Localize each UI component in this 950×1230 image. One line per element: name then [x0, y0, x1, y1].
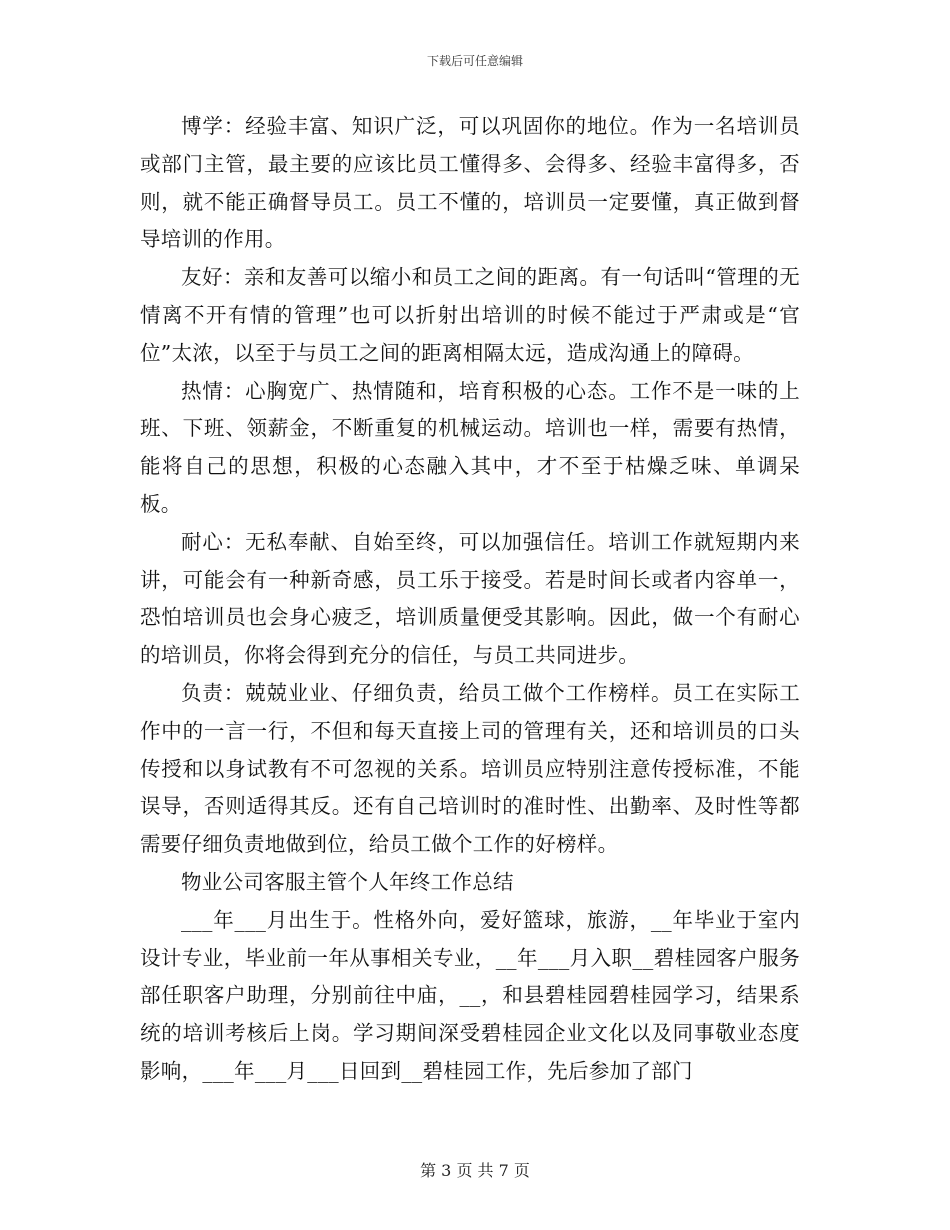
page-header: 下载后可任意编辑: [426, 54, 523, 68]
paragraph-patience: 耐心：无私奉献、自始至终，可以加强信任。培训工作就短期内来讲，可能会有一种新奇感，员工乐于接受。若是时间长或者内容单一，恐怕培训员也会身心疲乏，培训质量便受其影响。因此，做一个有耐心的培训员，你将会得到充分的信任，与员工共同进步。: [140, 529, 800, 668]
page-number: 第 3 页 共 7 页: [420, 1161, 530, 1180]
paragraph-enthusiasm: 热情：心胸宽广、热情随和，培育积极的心态。工作不是一味的上班、下班、领薪金，不断重复的机械运动。培训也一样，需要有热情，能将自己的思想，积极的心态融入其中，才不至于枯燥乏味、单调呆板。: [140, 378, 800, 516]
paragraph-responsibility: 负责：兢兢业业、仔细负责，给员工做个工作榜样。员工在实际工作中的一言一行，不但和每天直接上司的管理有关，还和培训员的口头传授和以身试教有不可忽视的关系。培训员应特别注意传授标准，不能误导，否则适得其反。还有自己培训时的准时性、出勤率、及时性等都需要仔细负责地做到位，给员工做个工作的好榜样。: [140, 680, 800, 857]
paragraph-bio: ___年___月出生于。性格外向，爱好篮球，旅游，__年毕业于室内设计专业，毕业前一年从事相关专业，__年___月入职__碧桂园客户服务部任职客户助理，分别前往中庙，__，和县碧桂园碧桂园学习，结果系统的培训考核后上岗。学习期间深受碧桂园企业文化以及同事敬业态度影响，___年___月___日回到__碧桂园工作，先后参加了部门: [140, 907, 800, 1083]
document-body: [140, 108, 800, 1091]
paragraph-friendly: 友好：亲和友善可以缩小和员工之间的距离。有一句话叫“管理的无情离不开有情的管理”也可以折射出培训的时候不能过于严肃或是“官位”太浓，以至于与员工之间的距离相隔太远，造成沟通上的障碍。: [140, 265, 800, 365]
paragraph-erudition: 博学：经验丰富、知识广泛，可以巩固你的地位。作为一名培训员或部门主管，最主要的应该比员工懂得多、会得多、经验丰富得多，否则，就不能正确督导员工。员工不懂的，培训员一定要懂，真正做到督导培训的作用。: [140, 114, 800, 252]
section-heading: 物业公司客服主管个人年终工作总结: [181, 869, 514, 894]
